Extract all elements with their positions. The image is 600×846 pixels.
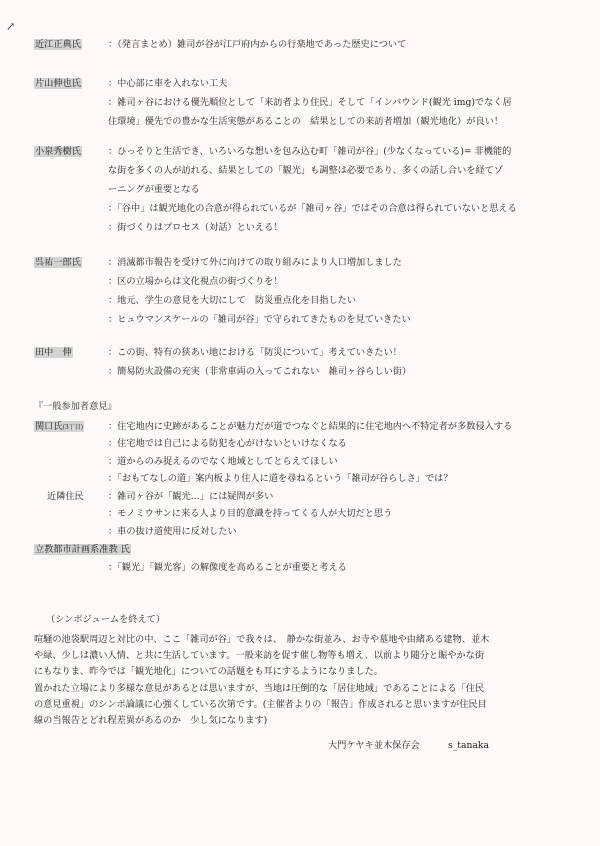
- closing-heading: （シンポジュームを終えて）: [46, 614, 166, 625]
- speaker-line: ：中心部に車を入れない工夫: [108, 78, 228, 89]
- participant-name: 関口氏(3丁目): [35, 421, 84, 432]
- participant-line: ：住宅地内に史跡があることが魅力だが道でつなぐと結果的に住宅地内へ不特定者が多数侵入する: [108, 421, 513, 432]
- section-heading: 『一般参加者意見』: [34, 401, 117, 412]
- participant-line: ：「観光」「観光客」の解像度を高めることが重要と考える: [108, 562, 347, 573]
- speaker-name: 近江正典氏: [35, 39, 81, 50]
- speaker-name: 片山伸也氏: [35, 78, 81, 89]
- speaker-line: ：この街、特有の狭あい地における「防災について」考えていきたい！: [108, 347, 402, 358]
- speaker-line: ：ひっそりと生活でき、いろいろな想いを包み込む町「雑司が谷」(少なくなっている)= 非機能的: [108, 146, 512, 157]
- participant-name: 立教都市計画系准教 氏: [35, 544, 130, 555]
- participant-line: ：「おもてなしの道」案内板より住人に道を尋ねるという「雑司が谷らしさ」では？: [108, 473, 453, 484]
- closing-line: 喧騒の池袋駅周辺と対比の中、ここ「雑司が谷」で我々は、 静かな街並み、お寺や墓地や由緒ある建物、並木: [34, 634, 490, 645]
- speaker-line: ：「谷中」は観光地化の合意が得られているが「雑司ヶ谷」ではその合意は得られていないと思える: [108, 203, 517, 214]
- speaker-line: ：区の立場からは文化視点の街づくりを！: [108, 276, 283, 287]
- corner-mark: ↗: [6, 20, 16, 33]
- closing-line: 置かれた立場により多様な意見があるとは思いますが、当地は圧倒的な「居住地域」であることによる「住民: [34, 683, 485, 694]
- closing-line: や緑、少しは濃い人情、と共に生活しています。一般来訪を促す催し物等も増え、以前より随分と賑やかな街: [34, 650, 485, 661]
- speaker-line: 住環境」優先での豊かな生活実態があることの 結果としての来訪者増加（観光地化）が良い！: [108, 116, 504, 127]
- participant-line: ：住宅地では自己による防犯を心がけないといけなくなる: [108, 438, 347, 449]
- participant-line: ：モノミウサンに来る人より目的意識を持ってくる人が大切だと思う: [108, 508, 393, 519]
- speaker-name: 呉祐一郎氏: [35, 257, 81, 268]
- speaker-line: ：地元、学生の意見を大切にして 防災重点化を目指したい: [108, 295, 357, 306]
- closing-line: にもなりま、昨今では「観光地化」についての話題をも耳にするようになりました。: [34, 666, 383, 677]
- speaker-name: 小泉秀樹氏: [35, 146, 81, 157]
- closing-line: の意見重視」のシンポ論議に心強くしている次第です。(主催者よりの「報告」作成されると思いますが住民目: [34, 699, 487, 710]
- speaker-line: ：雑司ヶ谷における優先順位として「来訪者より住民」そして「インバウンド(観光 img)でなく居: [108, 97, 512, 108]
- participant-line: ：道からのみ捉えるのでなく地域としてとらえてほしい: [108, 456, 338, 467]
- participant-name: 近隣住民: [47, 491, 84, 502]
- participant-line: ：雑司ヶ谷が「観光…」には疑問が多い: [108, 491, 274, 502]
- speaker-line: ：消滅都市報告を受けて外に向けての取り組みにより人口増加しました: [108, 257, 402, 268]
- participant-line: ：車の抜け道使用に反対したい: [108, 526, 237, 537]
- signature-org: 大門ケヤキ並木保存会: [328, 740, 420, 751]
- speaker-line: ーニングが重要となる: [108, 184, 200, 195]
- speaker-line: な街を多くの人が訪れる、結果としての「観光」も調整は必要であり、多くの話し合いを経てゾ: [108, 165, 504, 176]
- closing-line: 線の当報告とどれ程差異があるのか 少し気になります): [34, 715, 268, 726]
- speaker-line: ：ヒュウマンスケールの「雑司が谷」で守られてきたものを見ていきたい: [108, 314, 411, 325]
- speaker-line: ：簡易防火設備の充実（非常車両の入ってこれない 雑司ヶ谷らしい街）: [108, 366, 412, 377]
- speaker-name: 田中 伸: [35, 347, 72, 358]
- signature-author: s_tanaka: [448, 740, 489, 751]
- speaker-line: ：（発言まとめ）雑司が谷が江戸府内からの行楽地であった歴史について: [108, 39, 407, 50]
- speaker-line: ：街づくりはプロセス（対話）といえる！: [108, 222, 283, 233]
